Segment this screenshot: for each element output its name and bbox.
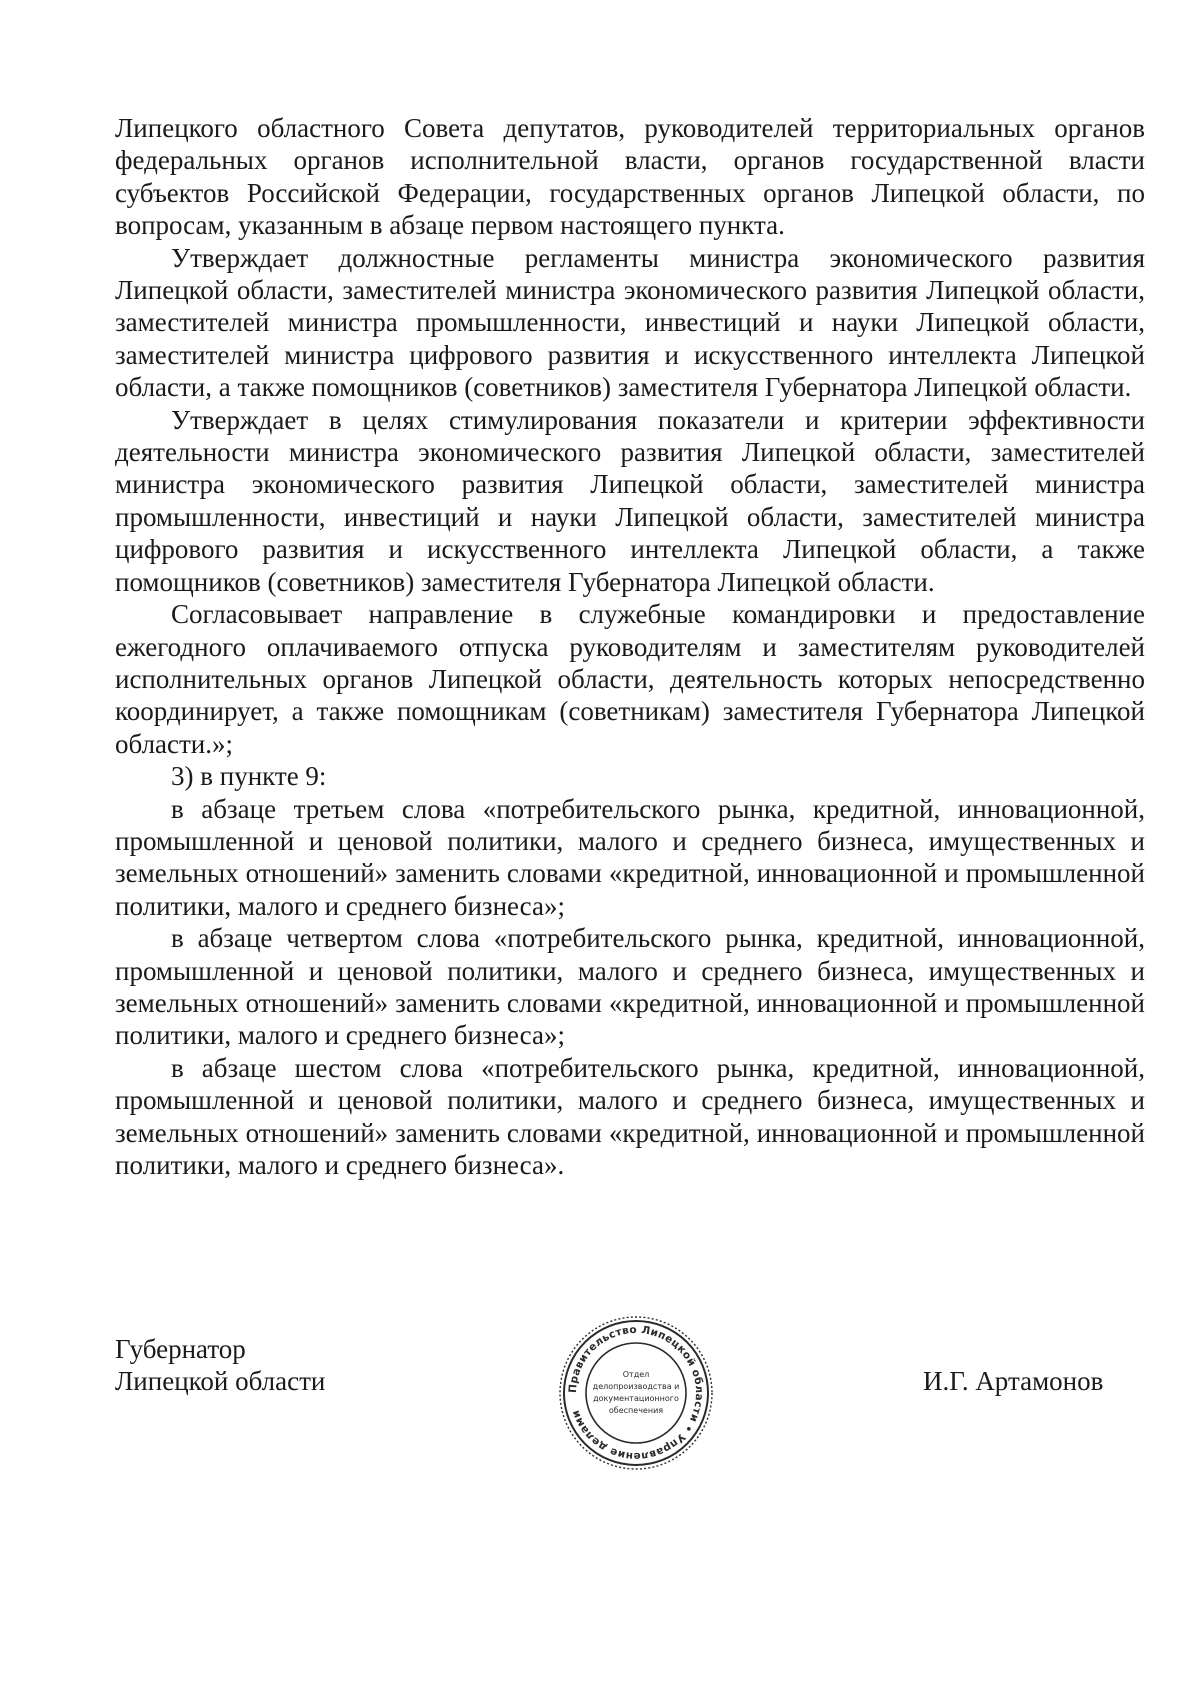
signatory-title-line-2: Липецкой области — [115, 1366, 326, 1397]
paragraph-1: Липецкого областного Совета депутатов, руководителей территориальных органов федеральных органов исполнительной власти, органов государственной власти субъектов Российской Федерации, государственных органов Липецкой области, по вопросам, указанным в абзаце первом настоящего пункта. — [115, 113, 1145, 241]
paragraph-7: в абзаце четвертом слова «потребительского рынка, кредитной, инновационной, промышленной и ценовой политики, малого и среднего бизнеса, имущественных и земельных отношений» заменить словами «кредитной, инновационной и промышленной политики, малого и среднего бизнеса»; — [115, 923, 1145, 1051]
stamp-ring-text: Правительство Липецкой области • Управление делами — [566, 1323, 706, 1463]
stamp-center-line-2: делопроизводства и — [592, 1382, 680, 1391]
signatory-title-line-1: Губернатор — [115, 1334, 246, 1364]
signatory-name: И.Г. Артамонов — [923, 1366, 1104, 1396]
stamp-center-line-1: Отдел — [622, 1370, 650, 1379]
paragraph-5: 3) в пункте 9: — [171, 761, 327, 792]
stamp-seal-graphic — [558, 1315, 714, 1471]
stamp-center-line-3: документационного — [593, 1394, 679, 1403]
paragraph-8: в абзаце шестом слова «потребительского рынка, кредитной, инновационной, промышленной и ценовой политики, малого и среднего бизнеса, имущественных и земельных отношений» заменить словами «кредитной, инновационной и промышленной политики, малого и среднего бизнеса». — [115, 1052, 1145, 1180]
stamp-center-line-4: обеспечения — [608, 1406, 664, 1415]
paragraph-2: Утверждает должностные регламенты министра экономического развития Липецкой области, заместителей министра экономического развития Липецкой области, заместителей министра промышленности, инвестиций и науки Липецкой области, заместителей министра цифрового развития и искусственного интеллекта Липецкой области, а также помощников (советников) заместителя Губернатора Липецкой области. — [115, 242, 1145, 403]
signatory-title — [115, 1333, 325, 1398]
paragraph-6: в абзаце третьем слова «потребительского рынка, кредитной, инновационной, промышленной и ценовой политики, малого и среднего бизнеса, имущественных и земельных отношений» заменить словами «кредитной, инновационной и промышленной политики, малого и среднего бизнеса»; — [115, 793, 1145, 921]
document-body — [115, 112, 1145, 1181]
paragraph-3: Утверждает в целях стимулирования показатели и критерии эффективности деятельности министра экономического развития Липецкой области, заместителей министра экономического развития Липецкой области, заместителей министра промышленности, инвестиций и науки Липецкой области, заместителей министра цифрового развития и искусственного интеллекта Липецкой области, а также помощников (советников) заместителя Губернатора Липецкой области. — [115, 404, 1145, 597]
svg-text:Правительство Липецкой области — [567, 1324, 705, 1462]
paragraph-4: Согласовывает направление в служебные командировки и предоставление ежегодного оплачиваемого отпуска руководителям и заместителям руководителей исполнительных органов Липецкой области, деятельность которых непосредственно координирует, а также помощникам (советникам) заместителя Губернатора Липецкой области.»; — [115, 599, 1145, 759]
official-stamp — [558, 1315, 714, 1471]
